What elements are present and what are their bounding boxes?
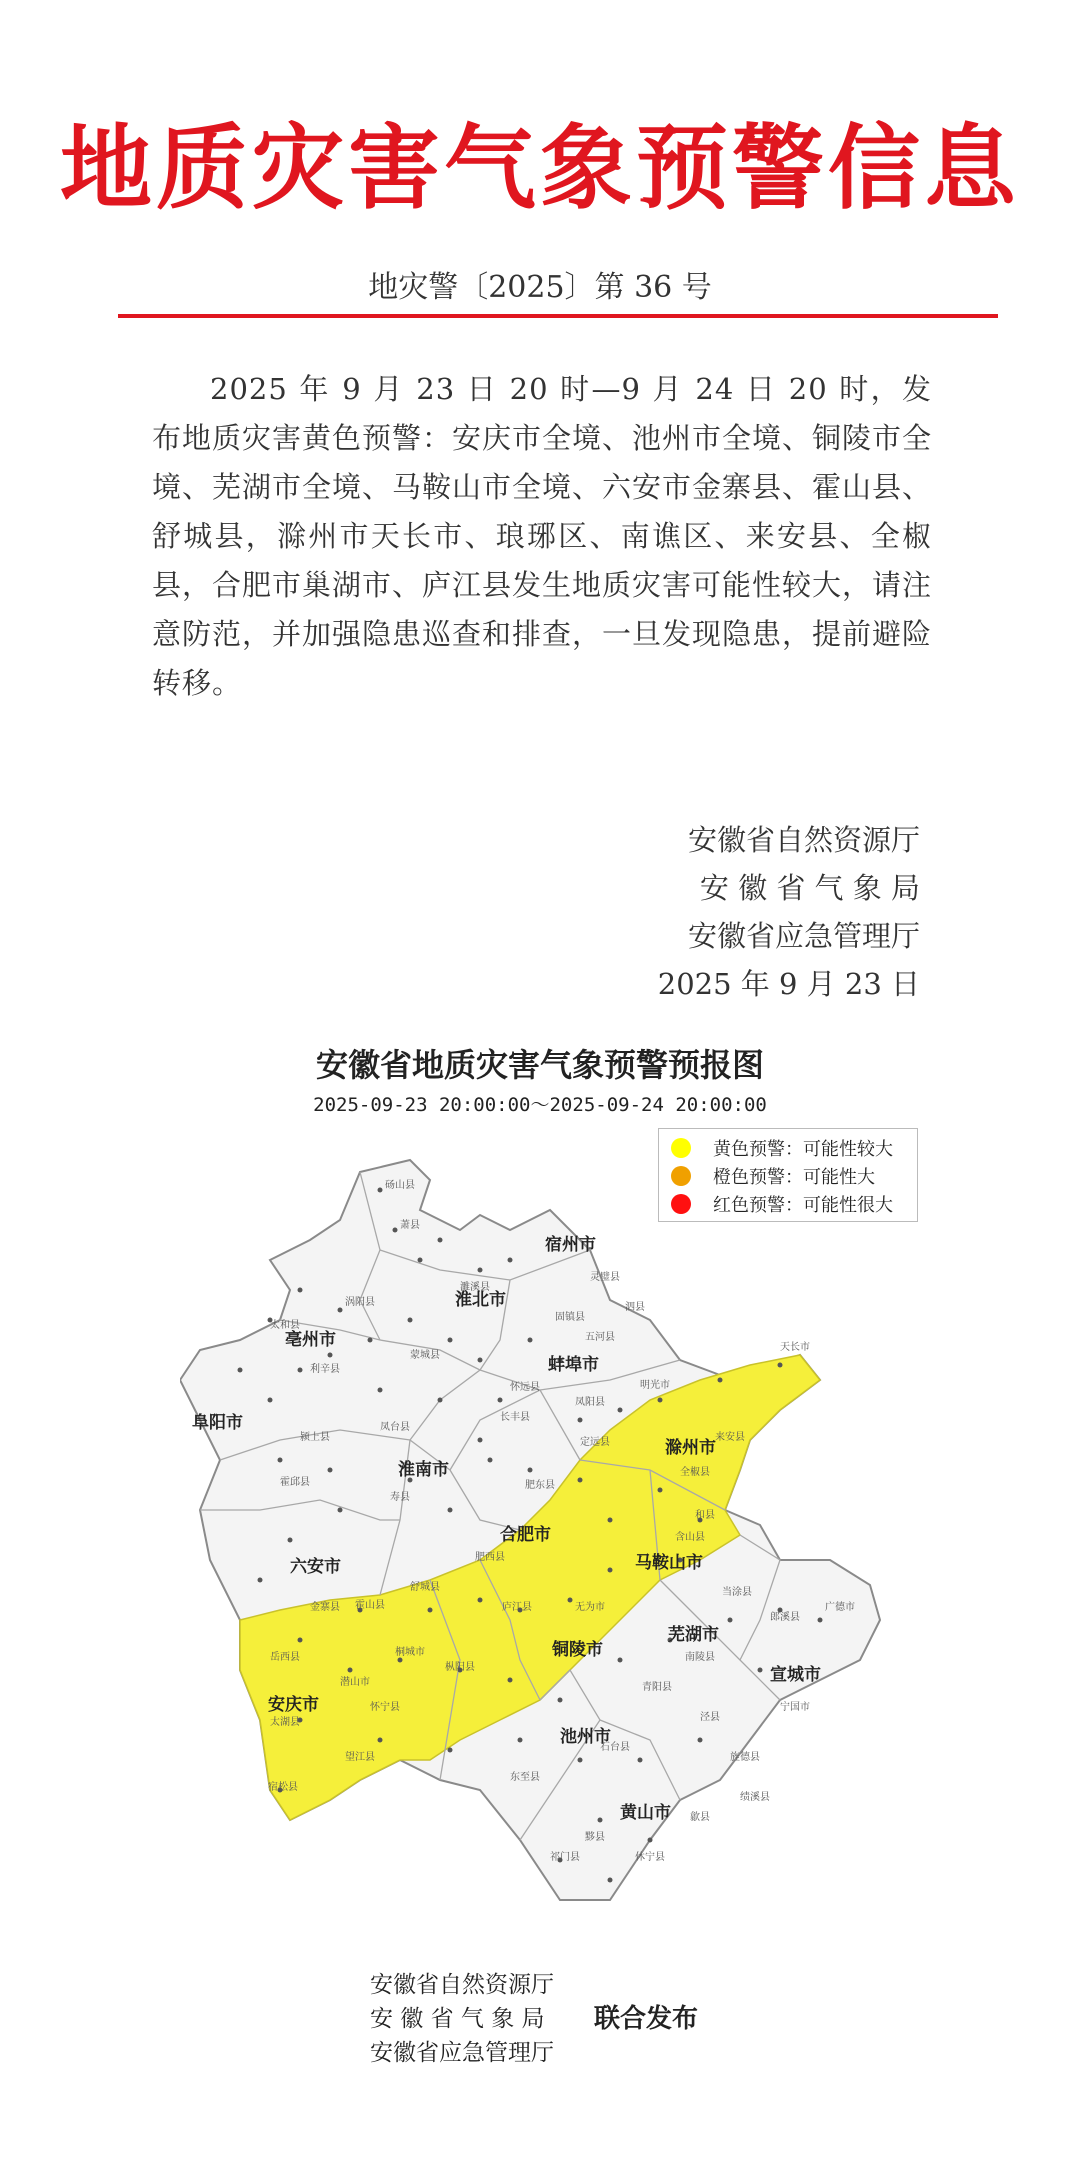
city-label-fuyang: 阜阳市 (192, 1413, 243, 1433)
city-label-huaibei: 淮北市 (455, 1290, 506, 1310)
county-label: 舒城县 (410, 1582, 440, 1593)
footer-orgs (370, 1968, 554, 2070)
red-divider (118, 314, 998, 318)
legend-label: 红色预警：可能性很大 (713, 1195, 893, 1216)
city-label-xuancheng: 宣城市 (770, 1665, 821, 1685)
county-label: 宁国市 (780, 1702, 810, 1713)
county-label: 桐城市 (395, 1647, 425, 1658)
county-label: 寿县 (390, 1492, 410, 1503)
page-title: 地质灾害气象预警信息 (59, 114, 1020, 222)
county-label: 利辛县 (310, 1364, 340, 1375)
county-label: 天长市 (780, 1342, 810, 1353)
county-label: 石台县 (600, 1742, 630, 1753)
county-label: 明光市 (640, 1380, 670, 1391)
legend-label: 橙色预警：可能性大 (713, 1167, 875, 1188)
county-label: 全椒县 (680, 1467, 710, 1478)
anhui-warning-map (180, 1140, 900, 1920)
county-label: 黟县 (585, 1832, 605, 1843)
county-label: 和县 (695, 1510, 715, 1521)
county-label: 休宁县 (635, 1852, 665, 1863)
county-label: 旌德县 (730, 1752, 760, 1763)
footer-org-natural-resources: 安徽省自然资源厅 (370, 1972, 554, 1998)
county-label: 凤台县 (380, 1422, 410, 1433)
notice-body: 2025 年 9 月 23 日 20 时—9 月 24 日 20 时，发布地质灾害黄色预警：安庆市全境、池州市全境、铜陵市全境、芜湖市全境、马鞍山市全境、六安市金寨县、霍山县、舒城县，滁州市天长市、琅琊区、南谯区、来安县、全椒县，合肥市巢湖市、庐江县发生地质灾害可能性较大，请注意防范，并加强隐患巡查和排查，一旦发现隐患，提前避险转移。 (152, 372, 933, 700)
signature-org-natural-resources: 安徽省自然资源厅 (687, 823, 920, 857)
county-label: 肥东县 (525, 1480, 555, 1491)
county-label: 郎溪县 (770, 1612, 800, 1623)
county-label: 青阳县 (642, 1682, 672, 1693)
city-label-chuzhou: 滁州市 (665, 1438, 716, 1458)
city-label-hefei: 合肥市 (500, 1525, 551, 1545)
county-label: 肥西县 (475, 1552, 505, 1563)
county-label: 怀宁县 (370, 1702, 400, 1713)
joint-release-label: 联合发布 (594, 2004, 699, 2034)
county-label: 涡阳县 (345, 1297, 375, 1308)
county-label: 灵璧县 (590, 1272, 620, 1283)
city-label-suzhou: 宿州市 (545, 1235, 596, 1255)
county-label: 绩溪县 (740, 1792, 770, 1803)
county-label: 南陵县 (685, 1652, 715, 1663)
county-label: 泾县 (700, 1712, 720, 1723)
county-label: 无为市 (575, 1602, 605, 1613)
city-label-bengbu: 蚌埠市 (548, 1355, 599, 1375)
county-label: 祁门县 (550, 1852, 580, 1863)
city-label-anqing: 安庆市 (268, 1695, 319, 1715)
county-label: 濉溪县 (460, 1282, 490, 1293)
county-label: 广德市 (825, 1602, 855, 1613)
county-label: 歙县 (690, 1812, 710, 1823)
county-label: 砀山县 (385, 1180, 415, 1191)
county-label: 萧县 (400, 1220, 420, 1231)
county-label: 五河县 (585, 1332, 615, 1343)
county-label: 长丰县 (500, 1412, 530, 1423)
city-label-chizhou: 池州市 (560, 1727, 611, 1747)
county-label: 金寨县 (310, 1602, 340, 1613)
city-label-maanshan: 马鞍山市 (635, 1553, 703, 1573)
county-label: 颍上县 (300, 1432, 330, 1443)
footer-org-meteorology: 安 徽 省 气 象 局 (370, 2006, 545, 2032)
county-label: 岳西县 (270, 1652, 300, 1663)
footer-org-emergency: 安徽省应急管理厅 (370, 2040, 554, 2066)
county-label: 宿松县 (268, 1782, 298, 1793)
map-time-range: 2025-09-23 20:00:00～2025-09-24 20:00:00 (313, 1094, 767, 1116)
county-label: 当涂县 (722, 1587, 752, 1598)
county-label: 蒙城县 (410, 1350, 440, 1361)
county-label: 霍山县 (355, 1600, 385, 1611)
city-label-wuhu: 芜湖市 (668, 1625, 719, 1645)
county-label: 怀远县 (510, 1382, 540, 1393)
city-label-luan: 六安市 (290, 1557, 341, 1577)
document-number: 地灾警〔2025〕第 36 号 (368, 270, 712, 305)
signature-org-emergency: 安徽省应急管理厅 (687, 919, 920, 953)
county-label: 霍邱县 (280, 1477, 310, 1488)
signature-org-meteorology: 安 徽 省 气 象 局 (699, 871, 920, 905)
county-label: 潜山市 (340, 1677, 370, 1688)
city-label-huainan: 淮南市 (398, 1460, 449, 1480)
county-label: 泗县 (625, 1302, 645, 1313)
county-label: 太和县 (270, 1320, 300, 1331)
county-label: 枞阳县 (445, 1662, 475, 1673)
county-label: 来安县 (715, 1432, 745, 1443)
county-label: 望江县 (345, 1752, 375, 1763)
county-label: 东至县 (510, 1772, 540, 1783)
county-label: 太湖县 (270, 1717, 300, 1728)
county-label: 含山县 (675, 1532, 705, 1543)
signature-date: 2025 年 9 月 23 日 (657, 967, 920, 1001)
county-label: 定远县 (580, 1437, 610, 1448)
city-label-bozhou: 亳州市 (285, 1330, 336, 1350)
map-title: 安徽省地质灾害气象预警预报图 (315, 1046, 764, 1084)
county-label: 庐江县 (502, 1602, 532, 1613)
legend-label: 黄色预警：可能性较大 (713, 1139, 893, 1160)
county-label: 凤阳县 (575, 1397, 605, 1408)
county-label: 固镇县 (555, 1312, 585, 1323)
city-label-huangshan: 黄山市 (620, 1803, 671, 1823)
city-label-tongling: 铜陵市 (552, 1640, 603, 1660)
